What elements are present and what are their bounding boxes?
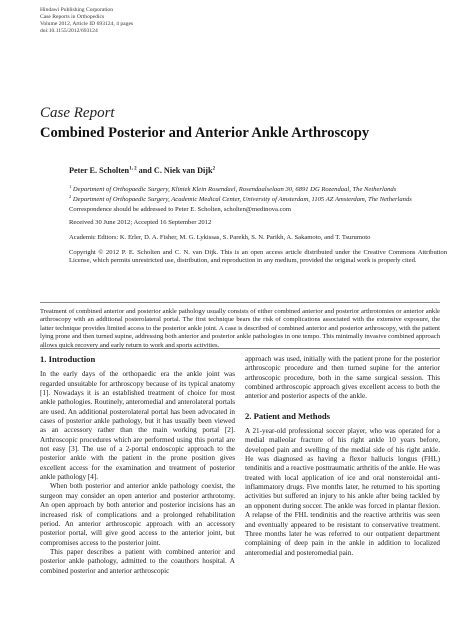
paragraph: A 21-year-old professional soccer player, who was operated for a medial malleolar fracture of his right ankle 10 years before, developed pain and swelling of the medial side of his right ankle. He was diagnosed as having a flexor hallucis longus (FHL) tendinitis and a reactive posttraumatic arthritis of the ankle. He was treated with local application of ice and oral nonsteroidal anti-inflammatory drugs. Five months later, he returned to his sporting activities but suffered an injury to his ankle after being tackled by an opponent during soccer. The ankle was forced in plantar flexion. A relapse of the FHL tendinitis and the reactive arthritis was seen and eventually appeared to be resistant to conservative treatment. Three months later he was referred to our outpatient department complaining of deep pain in the ankle in addition to localized anteromedial and posteromedial pain. — [245, 427, 440, 557]
journal-header — [40, 7, 133, 35]
author-name: Peter E. Scholten — [69, 166, 130, 175]
paragraph: This paper describes a patient with combined anterior and posterior ankle pathology, admitted to the coauthors hospital. A combined posterior and anterior arthroscopic — [40, 547, 235, 575]
affiliation-marker: 1 — [69, 184, 72, 189]
affiliation-text: Department of Orthopaedic Surgery, Academic Medical Center, University of Amsterdam, 1105 AZ Amsterdam, The Netherlands — [72, 196, 412, 204]
article-type: Case Report — [40, 105, 115, 121]
academic-editors: Academic Editors: K. Erler, D. A. Fisher, M. G. Lykissas, S. Parekh, S. N. Parikh, A. Sakamoto, and T. Tsurumoto — [69, 234, 371, 241]
paragraph: When both posterior and anterior ankle pathology coexist, the surgeon may consider an open anterior and posterior arthrotomy. An open approach by both anterior and posterior incisions has an increased risk of complications and a prolonged rehabilitation period. An anterior arthroscopic approach with an accessory posterior portal, will give good access to the anterior joint, but compromises access to the posterior joint. — [40, 482, 235, 547]
abstract: Treatment of combined anterior and posterior ankle pathology usually consists of either combined anterior and posterior arthrotomies or anterior ankle arthroscopy with an additional posterolateral portal. The first technique bears the risk of complications associated with the extensive exposure, the latter technique provides limited access to the posterior ankle joint. A case is described of combined anterior and posterior arthroscopy, with the patient lying prone and then turned supine, addressing both anterior and posterior ankle pathologies in one tempo. This minimally invasive combined approach allows quick recovery and early return to work and sports activities. — [40, 308, 440, 349]
correspondence: Correspondence should be addressed to Peter E. Scholten, scholten@medinova.com — [69, 206, 291, 213]
journal-name-line: Case Reports in Orthopedics — [40, 14, 105, 21]
affiliation-2 — [69, 193, 441, 205]
author-affiliation-marker: 2 — [212, 166, 216, 172]
author-conjunction: and — [136, 166, 154, 175]
author-list — [69, 166, 215, 175]
received-dates: Received 30 June 2012; Accepted 16 September 2012 — [69, 219, 212, 226]
left-column — [40, 355, 235, 576]
paragraph: In the early days of the orthopaedic era the ankle joint was regarded unsuitable for arthroscopy because of its typical anatomy [1]. Nowadays it is an established treatment of choice for most ankle pathologies. Routinely, anteromedial and anterolateral portals are used. An additional posterolateral portal has been advocated in cases of posterior ankle pathology, but it has usually been viewed as an accessory rather than the main working portal [2]. Arthroscopic procedures which are performed using this portal are not easy [3]. The use of a 2-portal endoscopic approach to the posterior ankle with the patient in the prone position gives excellent access for the examination and treatment of posterior ankle pathology [4]. — [40, 370, 235, 482]
article-title: Combined Posterior and Anterior Ankle Arthroscopy — [40, 125, 370, 141]
doi-line: doi:10.1155/2012/693124 — [40, 28, 98, 35]
copyright-notice: Copyright © 2012 P. E. Scholten and C. N. van Dijk. This is an open access article distributed under the Creative Commons Attribution License, which permits unrestricted use, distribution, and reproduction in any medium, provided the original work is properly cited. — [69, 249, 447, 265]
affiliation-marker: 2 — [69, 194, 72, 199]
volume-line: Volume 2012, Article ID 693124, 4 pages — [40, 21, 134, 28]
section-heading-patient-methods: 2. Patient and Methods — [245, 410, 330, 421]
affiliation-text: Department of Orthopaedic Surgery, Kliniek Klein Rosendael, Rosendaalselaan 30, 6891 DG Rozendaal, The Netherlands — [72, 186, 397, 194]
right-column — [245, 355, 440, 558]
abstract-bottom-rule — [40, 348, 440, 349]
author-affiliation-marker: 1, 2 — [129, 166, 137, 172]
author-name: C. Niek van Dijk — [153, 166, 213, 175]
abstract-top-rule — [40, 302, 440, 303]
publisher-line: Hindawi Publishing Corporation — [40, 7, 114, 13]
section-heading-introduction: 1. Introduction — [40, 354, 96, 364]
paragraph: approach was used, initially with the patient prone for the posterior arthroscopic procedure and then turned supine for the anterior arthroscopic procedure, both in the same surgical session. This combined arthroscopic approach gives excellent access to both the anterior and posterior aspects of the ankle. — [245, 355, 440, 401]
